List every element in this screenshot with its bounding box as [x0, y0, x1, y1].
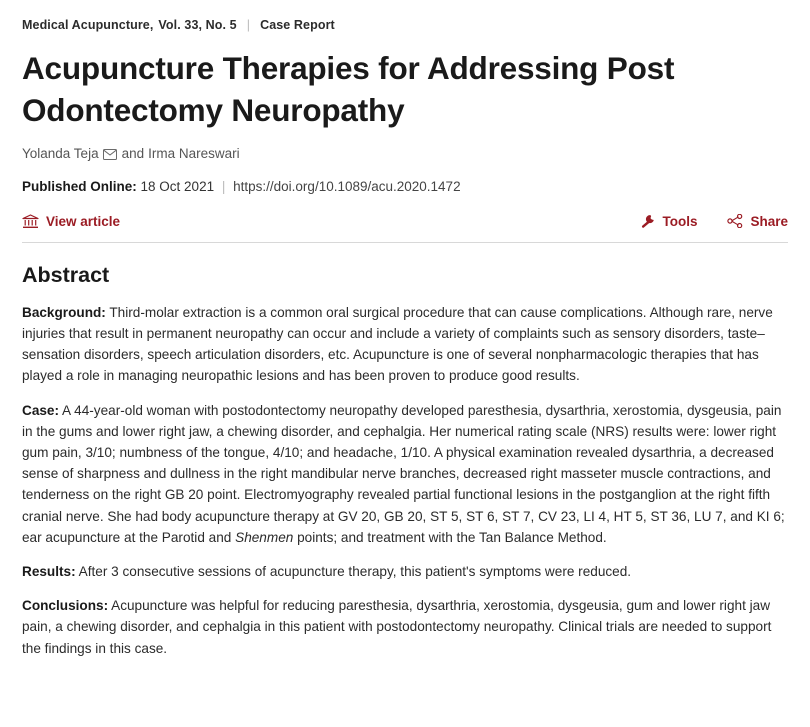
share-button[interactable] [727, 214, 788, 229]
doi-link[interactable]: https://doi.org/10.1089/acu.2020.1472 [233, 178, 461, 194]
abstract-results-text: After 3 consecutive sessions of acupuncture therapy, this patient's symptoms were reduced. [75, 564, 632, 580]
view-article-button[interactable] [22, 214, 120, 229]
share-nodes-icon [727, 214, 743, 228]
publication-info [22, 179, 788, 194]
tools-label: Tools [662, 213, 698, 229]
abstract-heading: Abstract [22, 262, 110, 287]
abstract-case-italic-term: Shenmen [235, 529, 294, 545]
abstract-background [22, 302, 788, 387]
share-label: Share [750, 213, 788, 229]
published-date: 18 Oct 2021 [140, 178, 215, 194]
abstract-background-text: Third-molar extraction is a common oral surgical procedure that can cause complications. Although rare, nerve injuries that result in permanent neuropathy can occur and include a variety of complaints such as sensory disorders, taste–sensation disorders, speech articulation disorders, etc. Acupuncture is one of several nonpharmacologic therapies that has played a role in managing neuropathic lesions and has been proven to produce good results. [22, 304, 773, 384]
abstract-background-label: Background: [22, 304, 106, 320]
abstract-case-text-after: points; and treatment with the Tan Balance Method. [293, 529, 607, 545]
envelope-icon[interactable] [103, 148, 117, 163]
breadcrumb [22, 18, 788, 32]
breadcrumb-article-type: Case Report [260, 18, 335, 32]
author-list [22, 146, 788, 161]
page-title: Acupuncture Therapies for Addressing Post Odontectomy Neuropathy [22, 50, 675, 128]
published-online-label: Published Online: [22, 178, 137, 194]
author-name-first: Yolanda Teja [22, 145, 99, 161]
view-article-label: View article [46, 213, 121, 229]
breadcrumb-divider: | [246, 18, 251, 32]
abstract-results [22, 561, 788, 582]
abstract-conclusions [22, 595, 788, 659]
abstract-case [22, 400, 788, 548]
breadcrumb-volume: Vol. 33, No. 5 [158, 18, 237, 32]
abstract-results-label: Results: [22, 564, 76, 580]
author-connector: and [121, 145, 145, 161]
abstract-conclusions-text: Acupuncture was helpful for reducing paresthesia, dysarthria, xerostomia, dysgeusia, gum and lower right jaw pain, a chewing disorder, and cephalgia in this patient with postodontectomy neuropathy. Clinical trials are needed to support the findings in this case. [22, 598, 772, 656]
tools-button[interactable] [640, 214, 697, 229]
pubinfo-divider: | [221, 178, 226, 194]
wrench-icon [640, 214, 655, 229]
abstract-conclusions-label: Conclusions: [22, 598, 109, 614]
abstract-case-text: A 44-year-old woman with postodontectomy neuropathy developed paresthesia, dysarthria, xerostomia, dysgeusia, pain in the gums and lower right jaw, a chewing disorder, and cephalgia. Her numerical rating scale (NRS) results were: lower right gum pain, 3/10; numbness of the tongue, 4/10; and headache, 1/10. A physical examination revealed dysarthria, a decreased sense of sharpness and dullness in the right mandibular nerve branches, decreased right masseter muscle contractions, and tenderness on the right GB 20 point. Electromyography revealed partial functional lesions in the postganglion at the right fifth cranial nerve. She had body acupuncture therapy at GV 20, GB 20, ST 5, ST 6, ST 7, CV 23, LI 4, HT 5, ST 36, LU 7, and KI 6; ear acupuncture at the Parotid and [22, 402, 785, 545]
action-bar-left [22, 214, 120, 229]
action-bar-right [610, 214, 788, 229]
breadcrumb-journal: Medical Acupuncture, [22, 18, 154, 32]
author-name-second: Irma Nareswari [148, 145, 240, 161]
action-bar [22, 214, 788, 243]
institution-icon [22, 214, 39, 229]
abstract-case-label: Case: [22, 402, 60, 418]
